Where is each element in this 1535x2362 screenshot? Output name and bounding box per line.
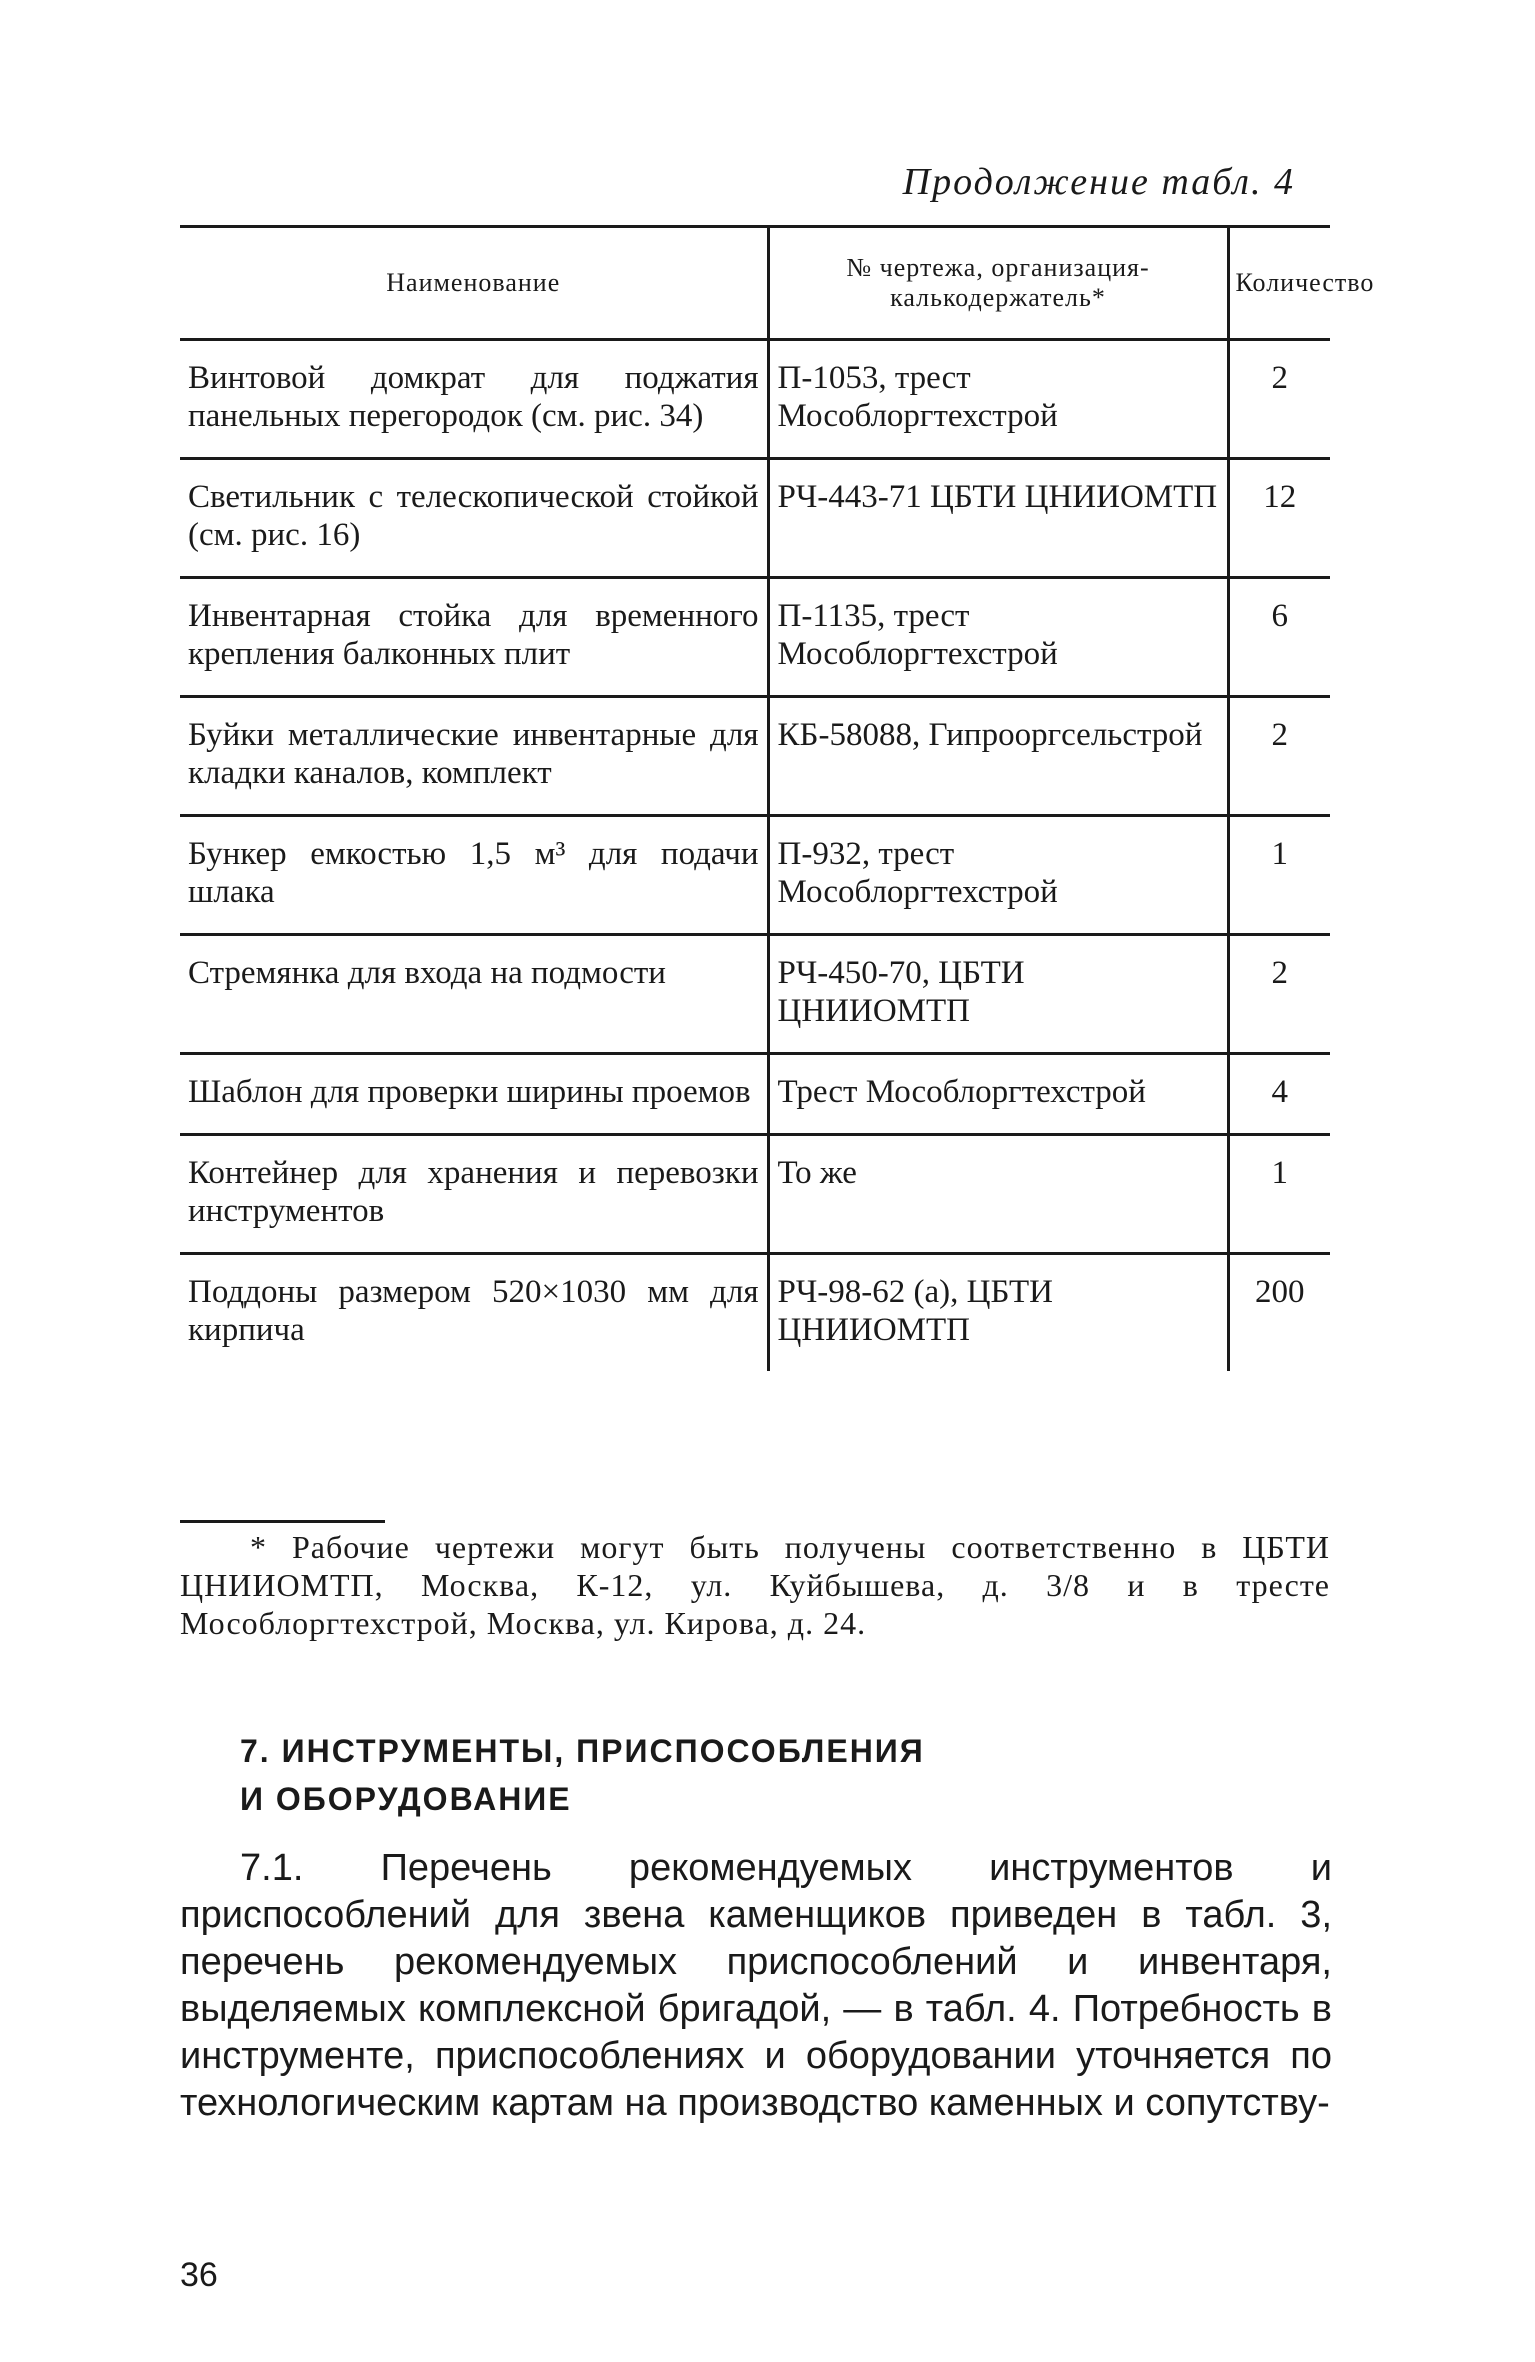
item-name: Шаблон для проверки ширины проемов (180, 1054, 768, 1135)
item-drawing: П-1135, трест Мособлоргтехстрой (768, 578, 1228, 697)
item-quantity: 12 (1228, 459, 1330, 578)
item-quantity: 2 (1228, 935, 1330, 1054)
item-drawing: П-1053, трест Мособлоргтехстрой (768, 340, 1228, 459)
section-paragraph: 7.1. Перечень рекомендуемых инструментов и приспособлений для звена каменщиков приведен в табл. 3, перечень рекомендуемых приспособлений и инвентаря, выделяемых комплексной бригадой, — в табл. 4. Потребность в инструменте, приспособлениях и оборудовании уточняется по технологическим картам на производство каменных и сопутству- (180, 1847, 1332, 2124)
item-quantity: 2 (1228, 340, 1330, 459)
item-drawing: РЧ-450-70, ЦБТИ ЦНИИОМТП (768, 935, 1228, 1054)
footnote-divider (180, 1520, 385, 1523)
item-drawing: П-932, трест Мособлоргтехстрой (768, 816, 1228, 935)
table-row (180, 1254, 1330, 1372)
item-drawing: Трест Мособлоргтехстрой (768, 1054, 1228, 1135)
column-header-name: Наименование (180, 227, 768, 340)
item-quantity: 200 (1228, 1254, 1330, 1372)
column-header-quantity: Количество (1228, 227, 1330, 340)
item-name: Светильник с телескопической стойкой (см. рис. 16) (180, 459, 768, 578)
table-continuation-label: Продолжение табл. 4 (902, 161, 1295, 203)
table-row (180, 578, 1330, 697)
table-row (180, 1135, 1330, 1254)
section-heading-line: И ОБОРУДОВАНИЕ (240, 1781, 572, 1817)
column-header-drawing: № чертежа, организация-калькодержатель* (768, 227, 1228, 340)
table-row (180, 697, 1330, 816)
item-name: Буйки металлические инвентарные для кладки каналов, комплект (180, 697, 768, 816)
item-quantity: 6 (1228, 578, 1330, 697)
item-quantity: 4 (1228, 1054, 1330, 1135)
item-drawing: РЧ-98-62 (а), ЦБТИ ЦНИИОМТП (768, 1254, 1228, 1372)
table-row (180, 935, 1330, 1054)
item-drawing: То же (768, 1135, 1228, 1254)
item-quantity: 2 (1228, 697, 1330, 816)
item-quantity: 1 (1228, 1135, 1330, 1254)
item-name: Винтовой домкрат для поджатия панельных перегородок (см. рис. 34) (180, 340, 768, 459)
table-row (180, 340, 1330, 459)
section-heading-line: 7. ИНСТРУМЕНТЫ, ПРИСПОСОБЛЕНИЯ (240, 1733, 925, 1769)
table-header-row (180, 227, 1330, 340)
item-name: Инвентарная стойка для временного крепления балконных плит (180, 578, 768, 697)
table-row (180, 816, 1330, 935)
table-row (180, 459, 1330, 578)
equipment-table (180, 225, 1375, 1371)
footnote: * Рабочие чертежи могут быть получены соответственно в ЦБТИ ЦНИИОМТП, Москва, К-12, ул. Куйбышева, д. 3/8 и в тресте Мособлоргтехстрой, Москва, ул. Кирова, д. 24. (180, 1529, 1330, 1641)
table-row (180, 1054, 1330, 1135)
item-name: Бункер емкостью 1,5 м³ для подачи шлака (180, 816, 768, 935)
item-name: Поддоны размером 520×1030 мм для кирпича (188, 1274, 759, 1348)
section-heading (240, 1727, 1140, 1823)
item-quantity: 1 (1228, 816, 1330, 935)
item-name: Стремянка для входа на подмости (180, 935, 768, 1054)
item-drawing: КБ-58088, Гипрооргсельстрой (768, 697, 1228, 816)
page-number: 36 (180, 2256, 218, 2294)
item-drawing: РЧ-443-71 ЦБТИ ЦНИИОМТП (768, 459, 1228, 578)
item-name: Контейнер для хранения и перевозки инструментов (180, 1135, 768, 1254)
